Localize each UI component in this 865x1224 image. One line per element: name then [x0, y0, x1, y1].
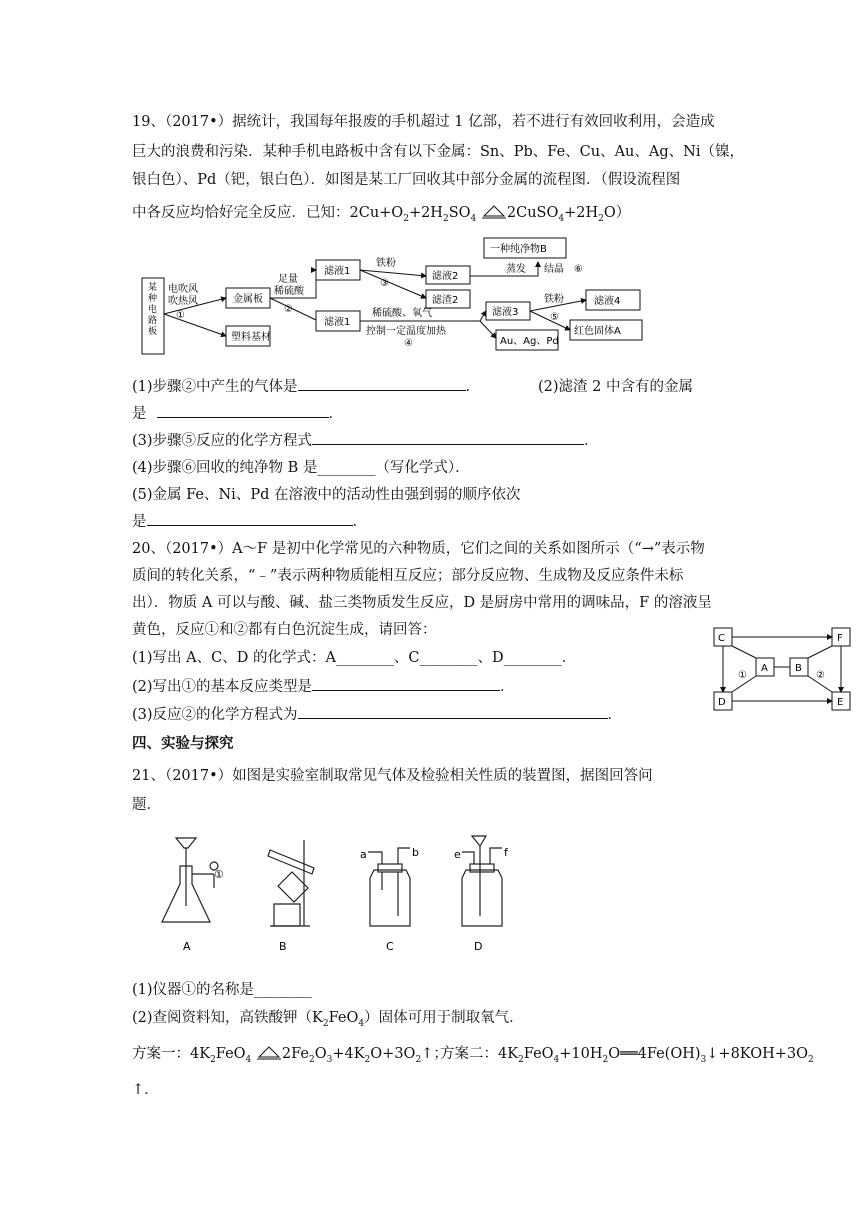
sub4: 4 [358, 1018, 365, 1029]
q19-sub2b-text: 是 [132, 406, 147, 422]
sub3: 3 [700, 1054, 707, 1065]
eq-part: FeO [328, 1010, 359, 1026]
period: ． [352, 514, 367, 530]
q20-sub1: (1)写出 A、C、D 的化学式：A________、C________、D________． [132, 650, 577, 666]
eq-part: O） [603, 205, 631, 221]
q19-line1: 19、（2017•）据统计，我国每年报废的手机超过 1 亿部，若不进行有效回收利用，会造成 [132, 114, 715, 130]
eq-part: 2CuSO [506, 205, 559, 221]
node-f: F [837, 633, 843, 644]
answer-blank[interactable] [312, 676, 500, 691]
flow-metal-plate: 金属板 [233, 294, 263, 305]
flow-filtrate2: 滤液2 [432, 271, 459, 282]
q20-sub2-text: (2)写出①的基本反应类型是 [132, 679, 313, 695]
reaction-2-label: ② [816, 670, 825, 681]
label-d: D [474, 940, 483, 953]
answer-blank[interactable] [312, 430, 584, 445]
sub2: 2 [308, 1054, 315, 1065]
flow-step2-top: 足量 [278, 274, 298, 285]
q21-plan1 [132, 1042, 448, 1065]
eq-part: SO [448, 205, 471, 221]
port-b: b [412, 846, 419, 859]
sub2: 2 [598, 213, 604, 224]
q19-sub5a: (5)金属 Fe、Ni、Pd 在溶液中的活动性由强到弱的顺序依次 [132, 487, 521, 503]
flow-filtrate1: 滤液1 [324, 266, 351, 277]
flow-step6-num: ⑥ [574, 264, 583, 275]
q20-sub3-text: (3)反应②的化学方程式为 [132, 707, 298, 723]
node-a: A [761, 663, 768, 674]
flow-step4-top: 稀硫酸、氧气 [372, 308, 432, 319]
q21-line1: 21、（2017•）如图是实验室制取常见气体及检验相关性质的装置图，据图回答问 [132, 768, 653, 784]
answer-blank[interactable] [298, 376, 466, 391]
port-a: a [360, 848, 367, 861]
q19-line4 [132, 201, 630, 224]
q19-sub2b [132, 402, 343, 423]
port-f: f [504, 846, 508, 859]
q19-sub1 [132, 375, 480, 396]
flow-filtrate1b: 滤液1 [324, 317, 351, 328]
flow-iron-powder: 铁粉 [376, 258, 396, 269]
eq-part: (2)查阅资料知，高铁酸钾（K [132, 1010, 323, 1026]
flow-pure-b: 一种纯净物B [490, 244, 547, 255]
q19-sub3 [132, 429, 599, 450]
flow-step1-top: 电吹风 [168, 284, 198, 295]
eq-part: 中各反应均恰好完全反应．已知：2Cu+O [132, 205, 404, 221]
sub2: 2 [518, 1054, 524, 1065]
flow-step3-num: ③ [380, 278, 389, 289]
sub2: 2 [808, 1054, 814, 1065]
flow-step5-num: ⑤ [550, 312, 559, 323]
eq-part: +4K [332, 1046, 365, 1062]
label-b: B [279, 940, 287, 953]
node-c: C [718, 633, 725, 644]
q19-sub5b [132, 510, 367, 531]
flow-iron-powder2: 铁粉 [544, 294, 564, 305]
sub2: 2 [442, 213, 449, 224]
q19-line2: 巨大的浪费和污染．某种手机电路板中含有以下金属：Sn、Pb、Fe、Cu、Au、Ag、Ni（镍， [132, 144, 744, 160]
sub4: 4 [558, 213, 565, 224]
period: ． [584, 433, 599, 449]
flow-cryst: 结晶 [544, 264, 564, 275]
sub4: 4 [470, 213, 477, 224]
eq-part: 方案二：4K [440, 1046, 519, 1062]
q19-sub1-text: (1)步骤②中产生的气体是 [132, 379, 298, 395]
eq-part: +2H [564, 205, 599, 221]
eq-part: 2Fe [281, 1046, 309, 1062]
q21-sub2 [132, 1006, 524, 1029]
sub2: 2 [602, 1054, 609, 1065]
q21-sub1: (1)仪器①的名称是________ [132, 982, 313, 998]
q21-plan2 [440, 1042, 814, 1065]
flow-filtrate3: 滤液3 [492, 307, 519, 318]
sub2: 2 [403, 213, 409, 224]
eq-part: FeO [215, 1046, 246, 1062]
sub4: 4 [245, 1054, 252, 1065]
node-b: B [795, 663, 802, 674]
period: ． [465, 379, 481, 395]
answer-blank[interactable] [157, 403, 329, 418]
heat-triangle-icon [256, 1046, 282, 1060]
eq-part: ）固体可用于制取氧气． [364, 1010, 524, 1026]
flow-red-solid: 红色固体A [574, 326, 621, 337]
period: ． [607, 707, 623, 723]
q19-sub5b-text: 是 [132, 514, 147, 530]
q20-line4: 黄色，反应①和②都有白色沉淀生成，请回答： [132, 622, 437, 638]
eq-part: +2H [408, 205, 443, 221]
label-a: A [183, 940, 191, 953]
q20-sub2 [132, 675, 515, 696]
flow-step2-bottom: 稀硫酸 [274, 286, 304, 297]
flow-filtrate4: 滤液4 [594, 296, 621, 307]
eq-part: O [314, 1046, 327, 1062]
apparatus-figure [150, 826, 520, 958]
eq-part: 方案一：4K [132, 1046, 211, 1062]
eq-part: ↑； [421, 1046, 448, 1062]
q21-tail: ↑． [132, 1082, 159, 1098]
node-e: E [837, 697, 844, 708]
flow-step2-num: ② [284, 304, 293, 315]
answer-blank[interactable] [298, 704, 608, 719]
substance-relation-diagram [710, 626, 856, 716]
q19-line3: 银白色）、Pd（钯，银白色）．如图是某工厂回收其中部分金属的流程图．（假设流程图 [132, 172, 681, 188]
q19-sub4: (4)步骤⑥回收的纯净物 B 是________（写化学式）． [132, 460, 470, 476]
sub3: 3 [326, 1054, 333, 1065]
port-e: e [454, 848, 461, 861]
flow-step4-num: ④ [404, 338, 413, 349]
heat-triangle-icon [481, 205, 507, 219]
q19-sub2a: (2)滤渣 2 中含有的金属 [538, 379, 693, 395]
eq-part: +10H [559, 1046, 603, 1062]
period: ． [328, 406, 343, 422]
flow-step1-bottom: 吹热风 [168, 296, 198, 307]
recycling-flow-chart [140, 234, 680, 362]
instrument-mark: ① [214, 868, 224, 881]
q20-line1: 20、（2017•）A～F 是初中化学常见的六种物质，它们之间的关系如图所示（“→”表示物 [132, 541, 705, 557]
eq-part: O+3O [370, 1046, 416, 1062]
q19-sub3-text: (3)步骤⑤反应的化学方程式 [132, 433, 313, 449]
section-heading: 四、实验与探究 [132, 736, 234, 752]
period: ． [500, 679, 515, 695]
sub2: 2 [364, 1054, 371, 1065]
eq-part: FeO [523, 1046, 554, 1062]
flow-evap: 蒸发 [506, 264, 526, 275]
flow-au-ag-pd: Au、Ag、Pd [500, 336, 559, 347]
eq-part: O══4Fe(OH) [608, 1046, 701, 1062]
flow-step4-bottom: 控制一定温度加热 [366, 326, 446, 337]
flow-source: 某种电路板 [148, 283, 158, 337]
sub2: 2 [322, 1018, 329, 1029]
q20-sub3 [132, 703, 622, 724]
node-d: D [718, 697, 726, 708]
flow-residue2: 滤渣2 [432, 295, 459, 306]
sub4: 4 [553, 1054, 560, 1065]
flow-plastic: 塑料基材 [231, 332, 271, 343]
flow-step1-num: ① [176, 310, 185, 321]
q20-line3: 出）．物质 A 可以与酸、碱、盐三类物质发生反应，D 是厨房中常用的调味品，F 的溶液呈 [132, 595, 712, 611]
q21-line2: 题． [132, 797, 161, 813]
reaction-1-label: ① [738, 670, 747, 681]
sub2: 2 [210, 1054, 216, 1065]
answer-blank[interactable] [147, 511, 353, 526]
eq-part: ↓+8KOH+3O [706, 1046, 809, 1062]
q20-line2: 质间的转化关系，“﹣”表示两种物质能相互反应；部分反应物、生成物及反应条件未标 [132, 568, 684, 584]
sub2: 2 [415, 1054, 422, 1065]
label-c: C [386, 940, 394, 953]
